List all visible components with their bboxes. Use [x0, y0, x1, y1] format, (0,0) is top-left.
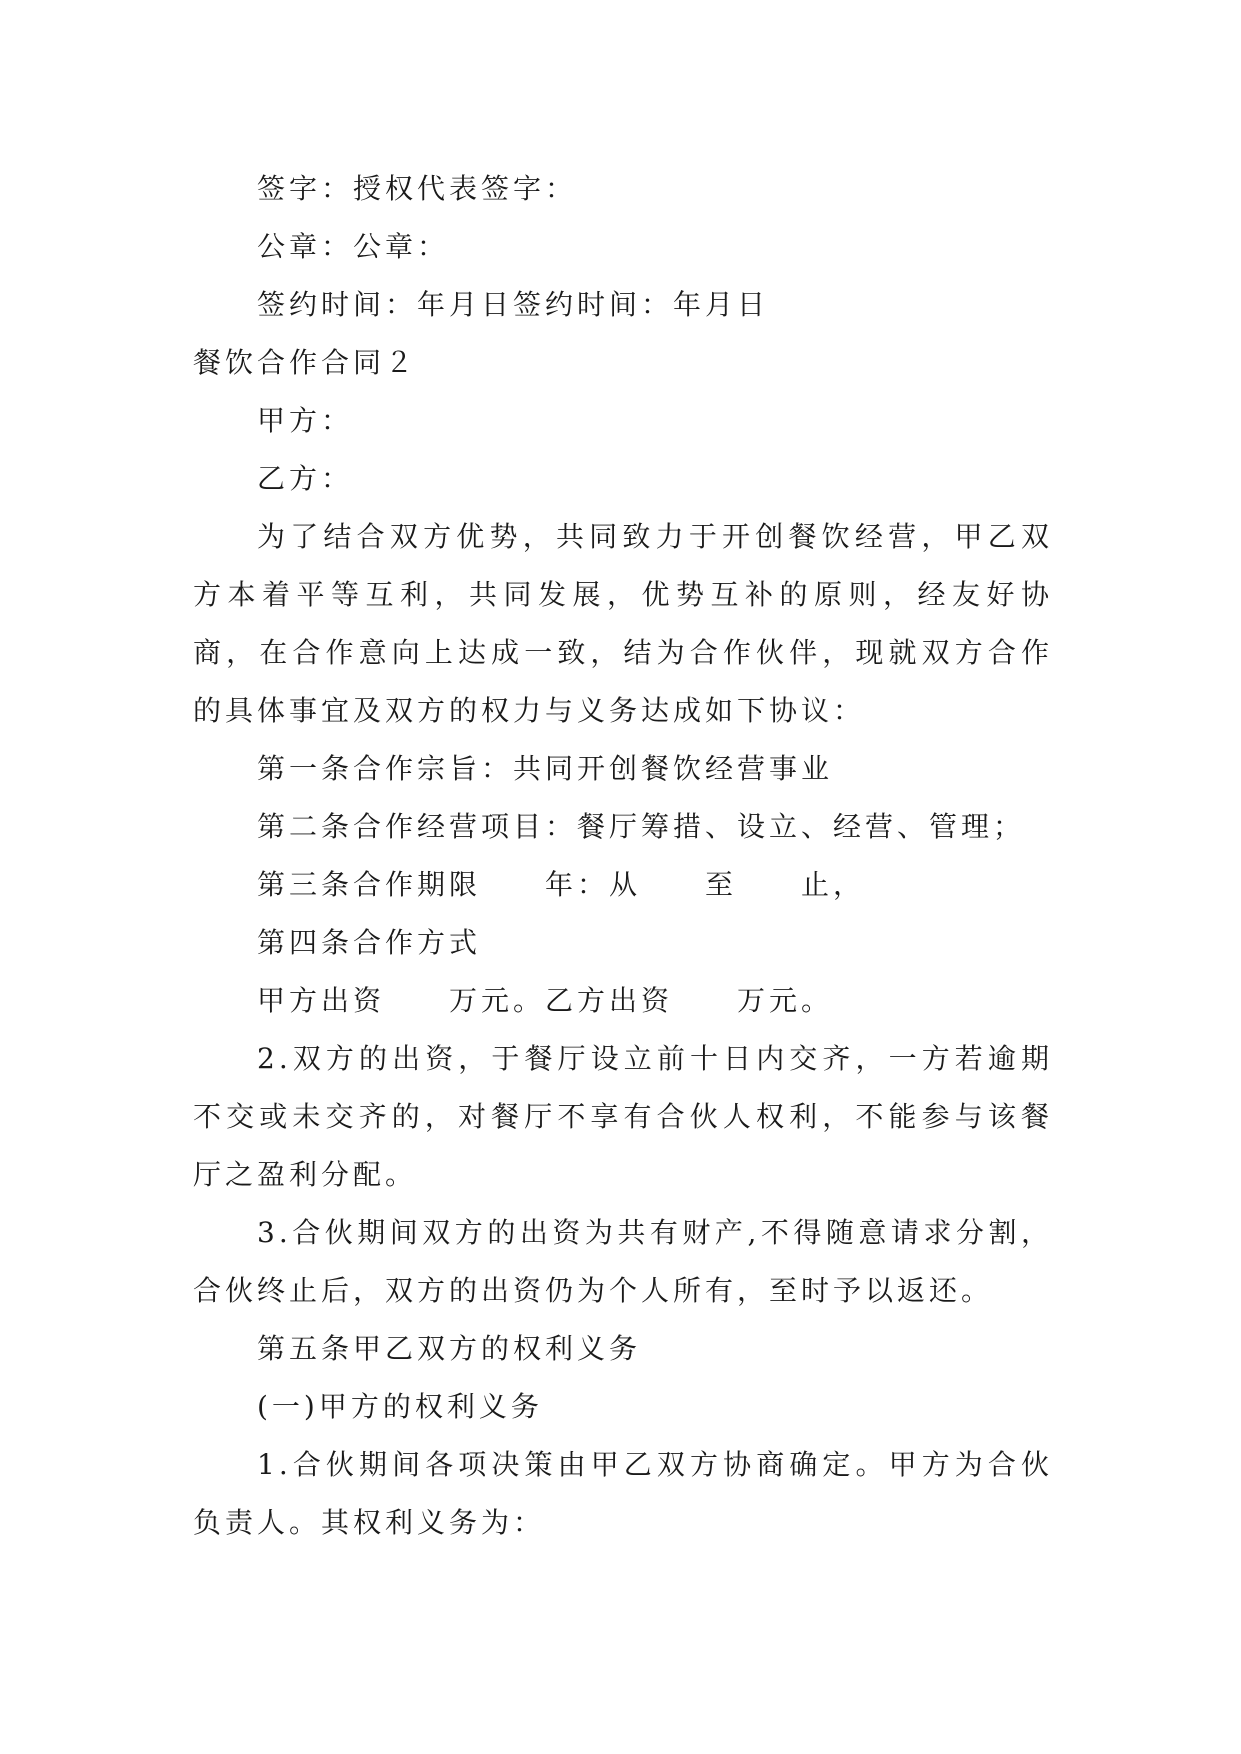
- article-2: 第二条合作经营项目：餐厅筹措、设立、经营、管理；: [257, 810, 1026, 843]
- article-1: 第一条合作宗旨：共同开创餐饮经营事业: [257, 752, 834, 785]
- investment-line: 甲方出资 万元。乙方出资 万元。: [257, 984, 834, 1017]
- signature-line: 签字：授权代表签字：: [257, 172, 578, 205]
- article-4: 第四条合作方式: [257, 926, 482, 959]
- article-3: 第三条合作期限 年：从 至 止，: [257, 868, 866, 901]
- clause-1-paragraph: 1.合伙期间各项决策由甲乙双方协商确定。甲方为合伙负责人。其权利义务为：: [193, 1448, 1053, 1539]
- sign-time-line: 签约时间：年月日签约时间：年月日: [257, 288, 770, 321]
- seal-line: 公章：公章：: [257, 230, 450, 263]
- clause-3-paragraph: 3.合伙期间双方的出资为共有财产,不得随意请求分割，合伙终止后，双方的出资仍为个人所有，至时予以返还。: [193, 1216, 1053, 1307]
- article-5: 第五条甲乙双方的权利义务: [257, 1332, 642, 1365]
- party-a-line: 甲方：: [257, 404, 354, 437]
- section-1-heading: (一)甲方的权利义务: [257, 1390, 543, 1423]
- contract-title: 餐饮合作合同２: [193, 346, 418, 379]
- intro-paragraph: 为了结合双方优势，共同致力于开创餐饮经营，甲乙双方本着平等互利，共同发展，优势互补的原则，经友好协商，在合作意向上达成一致，结为合作伙伴，现就双方合作的具体事宜及双方的权力与义务达成如下协议：: [193, 520, 1053, 727]
- clause-2-paragraph: 2.双方的出资，于餐厅设立前十日内交齐，一方若逾期不交或未交齐的，对餐厅不享有合伙人权利，不能参与该餐厅之盈利分配。: [193, 1042, 1053, 1191]
- document-body: [193, 160, 1053, 1552]
- party-b-line: 乙方：: [257, 462, 354, 495]
